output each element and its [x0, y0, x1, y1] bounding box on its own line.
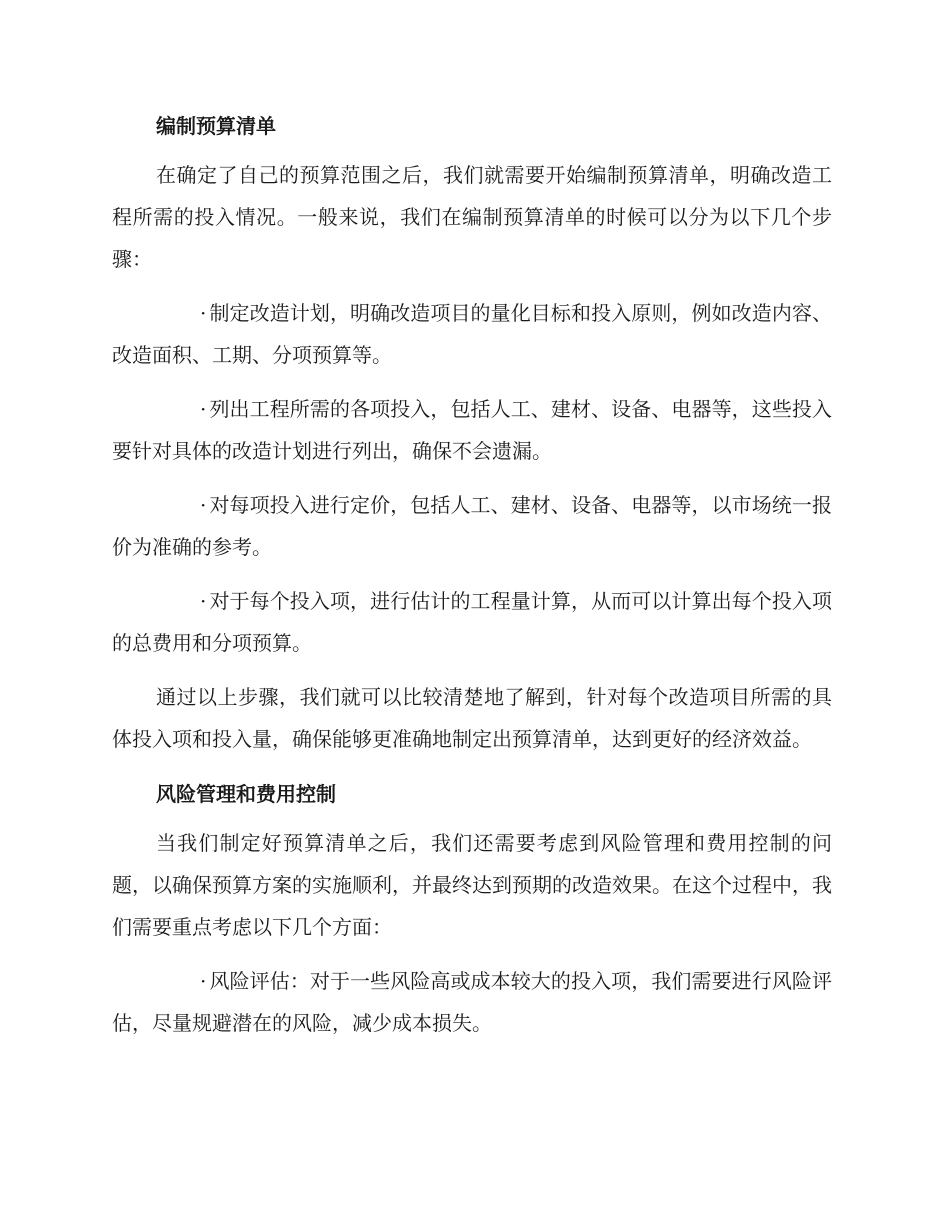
bullet-marker: · [200, 493, 207, 517]
bullet-item [112, 388, 832, 472]
bullet-marker: · [200, 969, 207, 993]
bullet-text: 列出工程所需的各项投入，包括人工、建材、设备、电器等，这些投入要针对具体的改造计划进行列出，确保不会遗漏。 [112, 397, 832, 463]
document-page [112, 104, 832, 1056]
section-intro-risk-management: 当我们制定好预算清单之后，我们还需要考虑到风险管理和费用控制的问题，以确保预算方案的实施顺利，并最终达到预期的改造效果。在这个过程中，我们需要重点考虑以下几个方面： [112, 831, 832, 939]
bullet-marker: · [200, 301, 207, 325]
bullet-item [112, 484, 832, 568]
bullet-text: 对于每个投入项，进行估计的工程量计算，从而可以计算出每个投入项的总费用和分项预算。 [112, 589, 832, 655]
section-conclusion-budget-list: 通过以上步骤，我们就可以比较清楚地了解到，针对每个改造项目所需的具体投入项和投入量，确保能够更准确地制定出预算清单，达到更好的经济效益。 [112, 685, 832, 751]
section-intro-budget-list: 在确定了自己的预算范围之后，我们就需要开始编制预算清单，明确改造工程所需的投入情况。一般来说，我们在编制预算清单的时候可以分为以下几个步骤： [112, 163, 832, 271]
section-heading-risk-management: 风险管理和费用控制 [156, 782, 336, 806]
bullet-marker: · [200, 397, 207, 421]
bullet-item [112, 580, 832, 664]
bullet-item [112, 960, 832, 1044]
bullet-text: 风险评估：对于一些风险高或成本较大的投入项，我们需要进行风险评估，尽量规避潜在的风险，减少成本损失。 [112, 969, 832, 1035]
bullet-marker: · [200, 589, 207, 613]
bullet-text: 制定改造计划，明确改造项目的量化目标和投入原则，例如改造内容、改造面积、工期、分项预算等。 [112, 301, 832, 367]
bullet-text: 对每项投入进行定价，包括人工、建材、设备、电器等，以市场统一报价为准确的参考。 [112, 493, 832, 559]
bullet-item [112, 292, 832, 376]
section-heading-budget-list: 编制预算清单 [156, 114, 276, 138]
